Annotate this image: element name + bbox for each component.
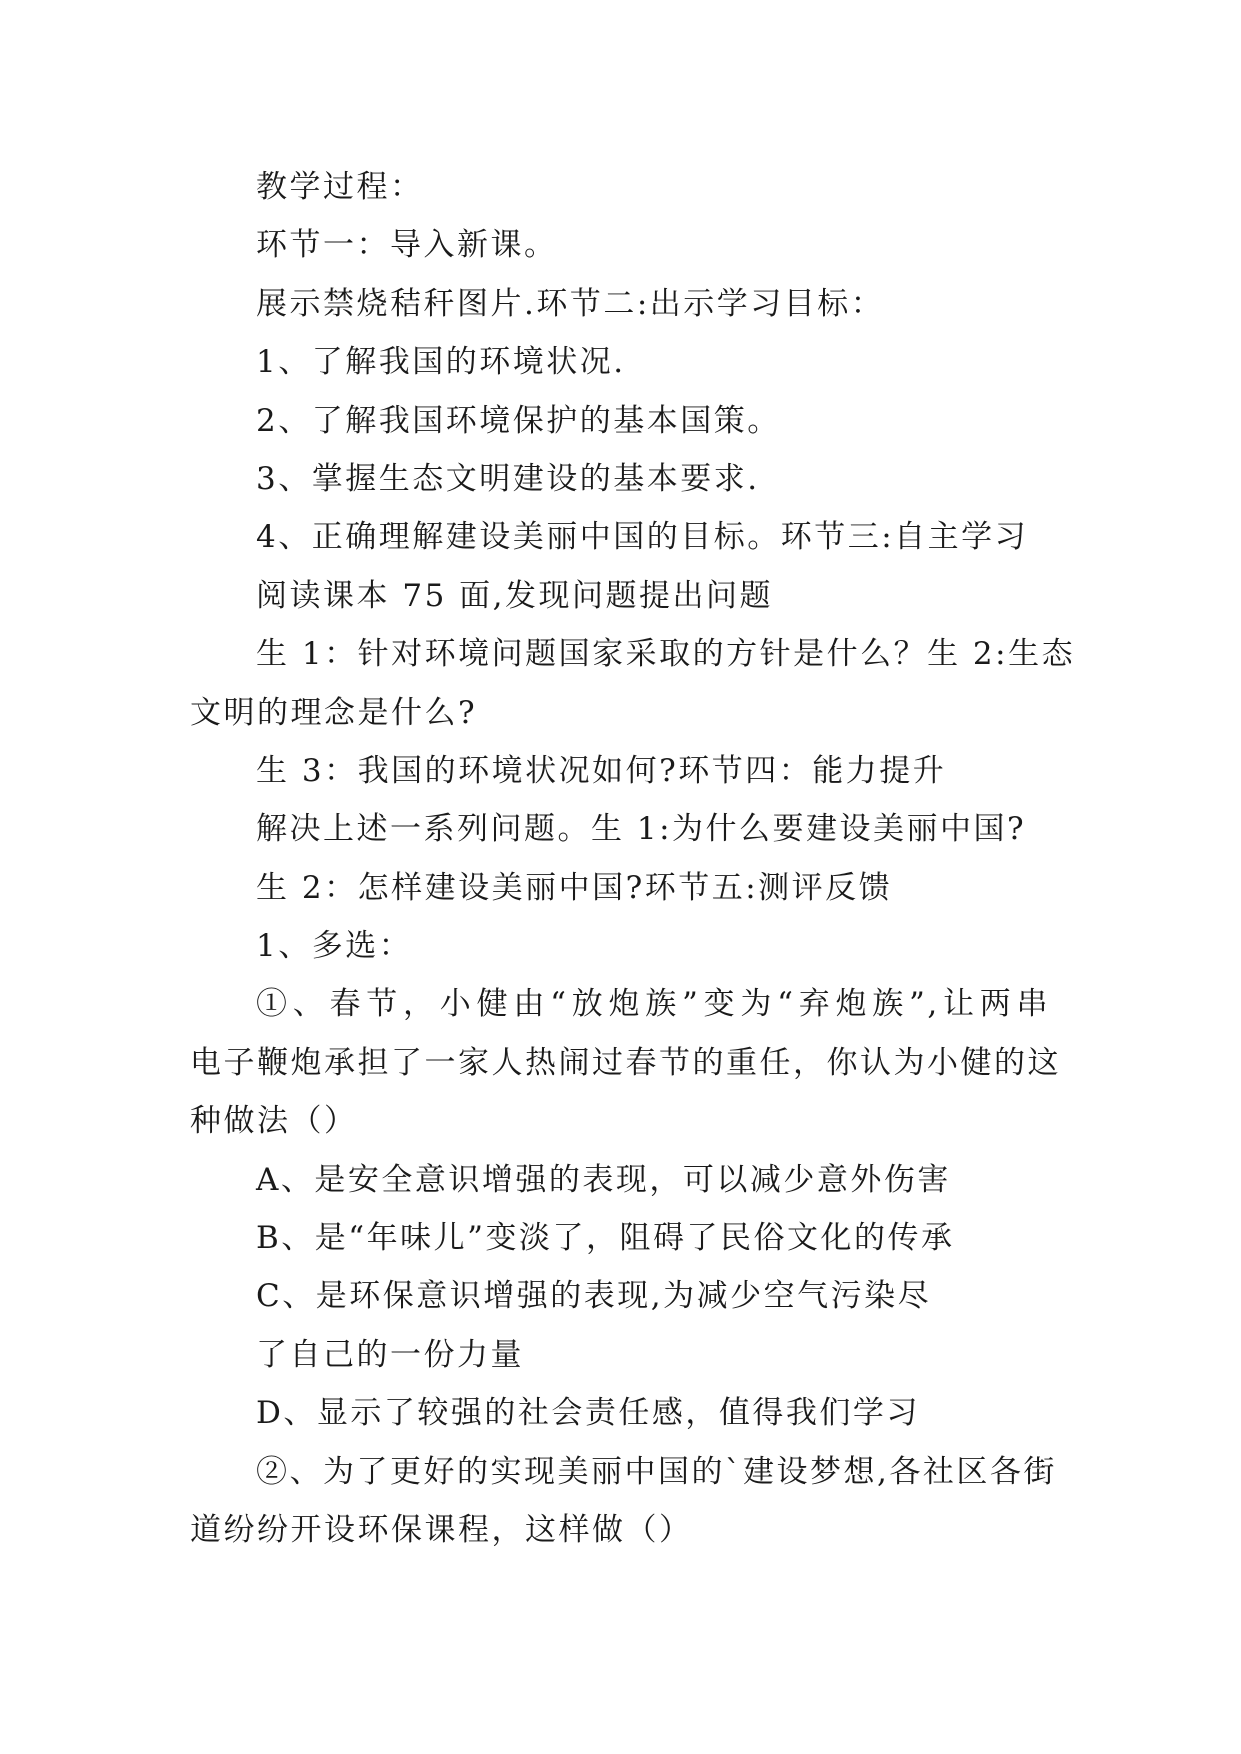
text-line: 阅读课本 75 面,发现问题提出问题 xyxy=(256,577,774,614)
text-line: 了自己的一份力量 xyxy=(256,1336,524,1373)
text-line: 环节一：导入新课。 xyxy=(256,227,558,264)
text-line: 2、了解我国环境保护的基本国策。 xyxy=(256,402,781,439)
text-line: 1、了解我国的环境状况. xyxy=(256,344,626,381)
text-line: 4、正确理解建设美丽中国的目标。环节三:自主学习 xyxy=(256,519,1029,556)
text-line: 种做法（） xyxy=(190,1103,358,1140)
option-d: D、显示了较强的社会责任感，值得我们学习 xyxy=(256,1395,920,1432)
option-b: B、是“年味儿”变淡了，阻碍了民俗文化的传承 xyxy=(256,1220,955,1257)
text-line: 生 2：怎样建设美丽中国?环节五:测评反馈 xyxy=(256,869,893,906)
text-line: 3、掌握生态文明建设的基本要求. xyxy=(256,460,760,497)
text-line: ①、春节，小健由“放炮族”变为“弃炮族”,让两串 xyxy=(256,986,1050,1023)
text-line: 教学过程： xyxy=(256,169,424,205)
document-body xyxy=(190,158,1076,1559)
option-c: C、是环保意识增强的表现,为减少空气污染尽 xyxy=(256,1278,932,1315)
text-line: 生 1：针对环境问题国家采取的方针是什么？生 2:生态 xyxy=(256,636,1076,673)
option-a: A、是安全意识增强的表现，可以减少意外伤害 xyxy=(256,1161,951,1198)
text-line: 生 3：我国的环境状况如何?环节四：能力提升 xyxy=(256,752,947,789)
text-line: 道纷纷开设环保课程，这样做（） xyxy=(190,1511,693,1548)
text-line: 电子鞭炮承担了一家人热闹过春节的重任，你认为小健的这 xyxy=(190,1044,1061,1081)
text-line: ②、为了更好的实现美丽中国的`建设梦想,各社区各街 xyxy=(256,1453,1057,1490)
text-line: 展示禁烧秸秆图片.环节二:出示学习目标： xyxy=(256,285,885,322)
text-line: 文明的理念是什么? xyxy=(190,694,478,731)
text-line: 解决上述一系列问题。生 1:为什么要建设美丽中国? xyxy=(256,811,1027,848)
text-line: 1、多选： xyxy=(256,928,413,965)
